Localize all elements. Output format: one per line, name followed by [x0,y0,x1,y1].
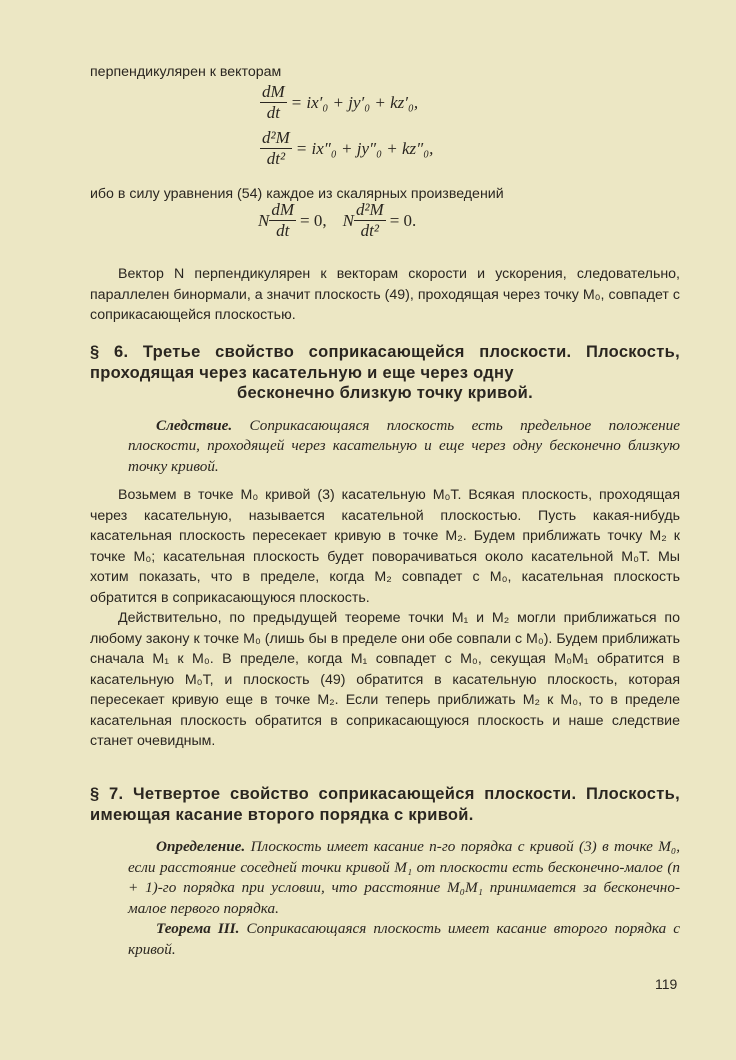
theorem-3: Теорема III. Соприкасающаяся плоскость имеет касание второго порядка с кривой. [128,920,680,958]
section-7-title: § 7. Четвертое свойство соприкасающейся плоскости. Плоскость, имеющая касание второго порядка с кривой. [90,785,680,824]
equation-second-derivative: $\frac{\text{d²M}}{\text{dt²}}$ = ix″₀ + jy″₀ + kz″₀, [262,128,434,168]
equation-scalar-products: N $\frac{dM}{dt}$ = 0, N $\frac{\text{d²M}}{\text{dt²}}$ = 0. [258,200,417,240]
section-7 [90,784,680,960]
section-6-paragraph-1: Возьмем в точке M₀ кривой (3) касательную M₀T. Всякая плоскость, проходящая через касательную, называется касательной плоскостью. Пусть какая-нибудь касательная плоскость пересекает кривую в точке M₂. Будем приближать точку M₂ к точке M₀; касательная плоскость будет поворачиваться около касательной M₀T. Мы хотим показать, что в пределе, когда M₂ совпадет с M₀, касательная плоскость обратится в соприкасающуюся плоскость. [90,487,680,606]
section-6-paragraph-2: Действительно, по предыдущей теореме точки M₁ и M₂ могли приближаться по любому закону к точке M₀ (лишь бы в пределе они обе совпали с M₀). Будем приближать сначала M₁ к M₀. В пределе, когда M₁ совпадет с M₀, секущая M₀M₁ обратится в касательную M₀T, и плоскость (49) обратится в касательную плоскость, которая пересекает кривую еще в точке M₂. Если теперь приближать M₂ к M₀, то в пределе касательная плоскость обратится в соприкасающуюся плоскость и наше следствие станет очевидным. [90,610,680,749]
page-number: 119 [655,976,678,992]
paragraph-vector-n: Вектор N перпендикулярен к векторам скорости и ускорения, следовательно, параллелен бинормали, а значит плоскость (49), проходящая через точку M₀, совпадет с соприкасающейся плоскостью. [90,266,680,323]
scalar-products-line: ибо в силу уравнения (54) каждое из скалярных произведений [90,186,504,202]
definition: Определение. Плоскость имеет касание n-го порядка с кривой (3) в точке M₀, если расстояние соседней точки кривой M₁ от плоскости есть бесконечно-малое (n + 1)-го порядка при условии, что расстояние M₀M₁ принимается за бесконечно-малое первого порядка. [128,838,680,917]
section-6-title-end: бесконечно близкую точку кривой. [236,384,534,402]
corollary: Следствие. Соприкасающаяся плоскость есть предельное положение плоскости, проходящей через касательную и еще через одну бесконечно близкую точку кривой. [128,416,680,475]
intro-line: перпендикулярен к векторам [90,64,282,80]
section-6-title: § 6. Третье свойство соприкасающейся плоскости. Плоскость, проходящая через касательную и еще через одну [90,343,680,382]
section-6 [90,342,680,752]
equation-first-derivative: $\frac{dM}{dt}$ = ix′₀ + jy′₀ + kz′₀, [262,82,419,122]
